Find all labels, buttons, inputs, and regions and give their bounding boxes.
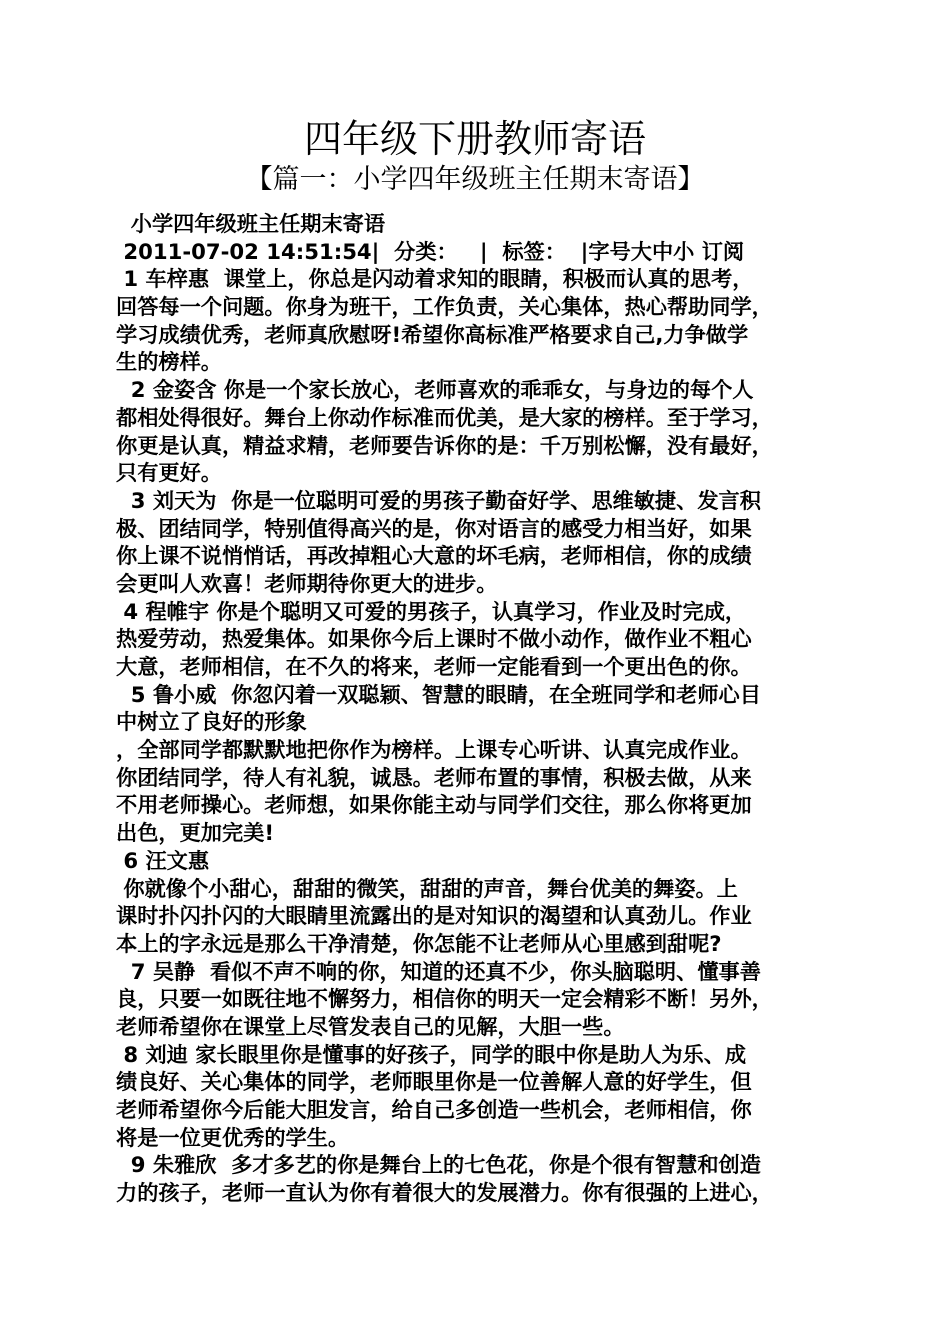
body-line: 课时扑闪扑闪的大眼睛里流露出的是对知识的渴望和认真劲儿。作业 [116,903,752,929]
body-line: 会更叫人欢喜！老师期待你更大的进步。 [116,570,498,596]
body-line: 良，只要一如既往地不懈努力，相信你的明天一定会精彩不断！另外， [116,986,773,1012]
body-line: 只有更好。 [116,460,222,486]
document-subtitle: 【篇一：小学四年级班主任期末寄语】 [245,164,705,195]
body-line: ，全部同学都默默地把你作为榜样。上课专心听讲、认真完成作业。 [116,737,752,763]
body-line: 回答每一个问题。你身为班干，工作负责，关心集体，热心帮助同学， [116,294,773,320]
body-line: 极、团结同学，特别值得高兴的是，你对语言的感受力相当好，如果 [116,515,752,541]
body-line: 7 吴静 看似不声不响的你，知道的还真不少，你头脑聪明、懂事善 [116,958,761,984]
body-line: 生的榜样。 [116,349,222,375]
body-line: 出色，更加完美! [116,820,274,846]
body-line: 中树立了良好的形象 [116,709,307,735]
body-line: 老师希望你今后能大胆发言，给自己多创造一些机会，老师相信，你 [116,1097,752,1122]
body-line: 1 车梓惠 课堂上，你总是闪动着求知的眼睛，积极而认真的思考， [116,266,754,292]
body-line: 你团结同学，待人有礼貌，诚恳。老师布置的事情，积极去做，从来 [116,764,752,790]
body-line: 本上的字永远是那么干净清楚，你怎能不让老师从心里感到甜呢? [116,930,722,956]
body-line: 2 金姿含 你是一个家长放心，老师喜欢的乖乖女，与身边的每个人 [116,377,754,403]
body-line: 将是一位更优秀的学生。 [116,1124,350,1150]
body-line: 9 朱雅欣 多才多艺的你是舞台上的七色花，你是个很有智慧和创造 [116,1152,761,1178]
body-line: 老师希望你在课堂上尽管发表自己的见解，大胆一些。 [116,1013,625,1039]
body-line: 学习成绩优秀，老师真欣慰呀!希望你高标准严格要求自己,力争做学 [116,321,749,347]
document-title: 四年级下册教师寄语 [303,117,646,161]
body-line: 8 刘迪 家长眼里你是懂事的好孩子，同学的眼中你是助人为乐、成 [116,1041,747,1067]
body-line: 你就像个小甜心，甜甜的微笑，甜甜的声音，舞台优美的舞姿。上 [116,875,738,901]
body-line: 绩良好、关心集体的同学，老师眼里你是一位善解人意的好学生，但 [116,1069,752,1095]
body-line: 5 鲁小威 你忽闪着一双聪颖、智慧的眼睛，在全班同学和老师心目 [116,681,761,707]
body-line: 热爱劳动，热爱集体。如果你今后上课时不做小动作，做作业不粗心 [116,626,752,652]
document-body [116,210,856,1207]
body-line: 不用老师操心。老师想，如果你能主动与同学们交往，那么你将更加 [116,792,752,818]
body-line: 你更是认真，精益求精，老师要告诉你的是：千万别松懈，没有最好， [116,432,773,458]
body-line: 你上课不说悄悄话，再改掉粗心大意的坏毛病，老师相信，你的成绩 [116,543,752,569]
body-line: 3 刘天为 你是一位聪明可爱的男孩子勤奋好学、思维敏捷、发言积 [116,487,761,513]
body-line: 6 汪文惠 [116,847,210,873]
body-line: 4 程帷宇 你是个聪明又可爱的男孩子，认真学习，作业及时完成， [116,598,747,624]
body-line: 力的孩子，老师一直认为你有着很大的发展潜力。你有很强的上进心， [116,1180,773,1206]
body-line: 小学四年级班主任期末寄语 [116,211,386,236]
body-line: 大意，老师相信，在不久的将来，老师一定能看到一个更出色的你。 [116,654,752,679]
body-line: 都相处得很好。舞台上你动作标准而优美，是大家的榜样。至于学习， [116,404,773,430]
body-line: 2011-07-02 14:51:54| 分类： | 标签： |字号大中小 订阅 [116,238,745,264]
